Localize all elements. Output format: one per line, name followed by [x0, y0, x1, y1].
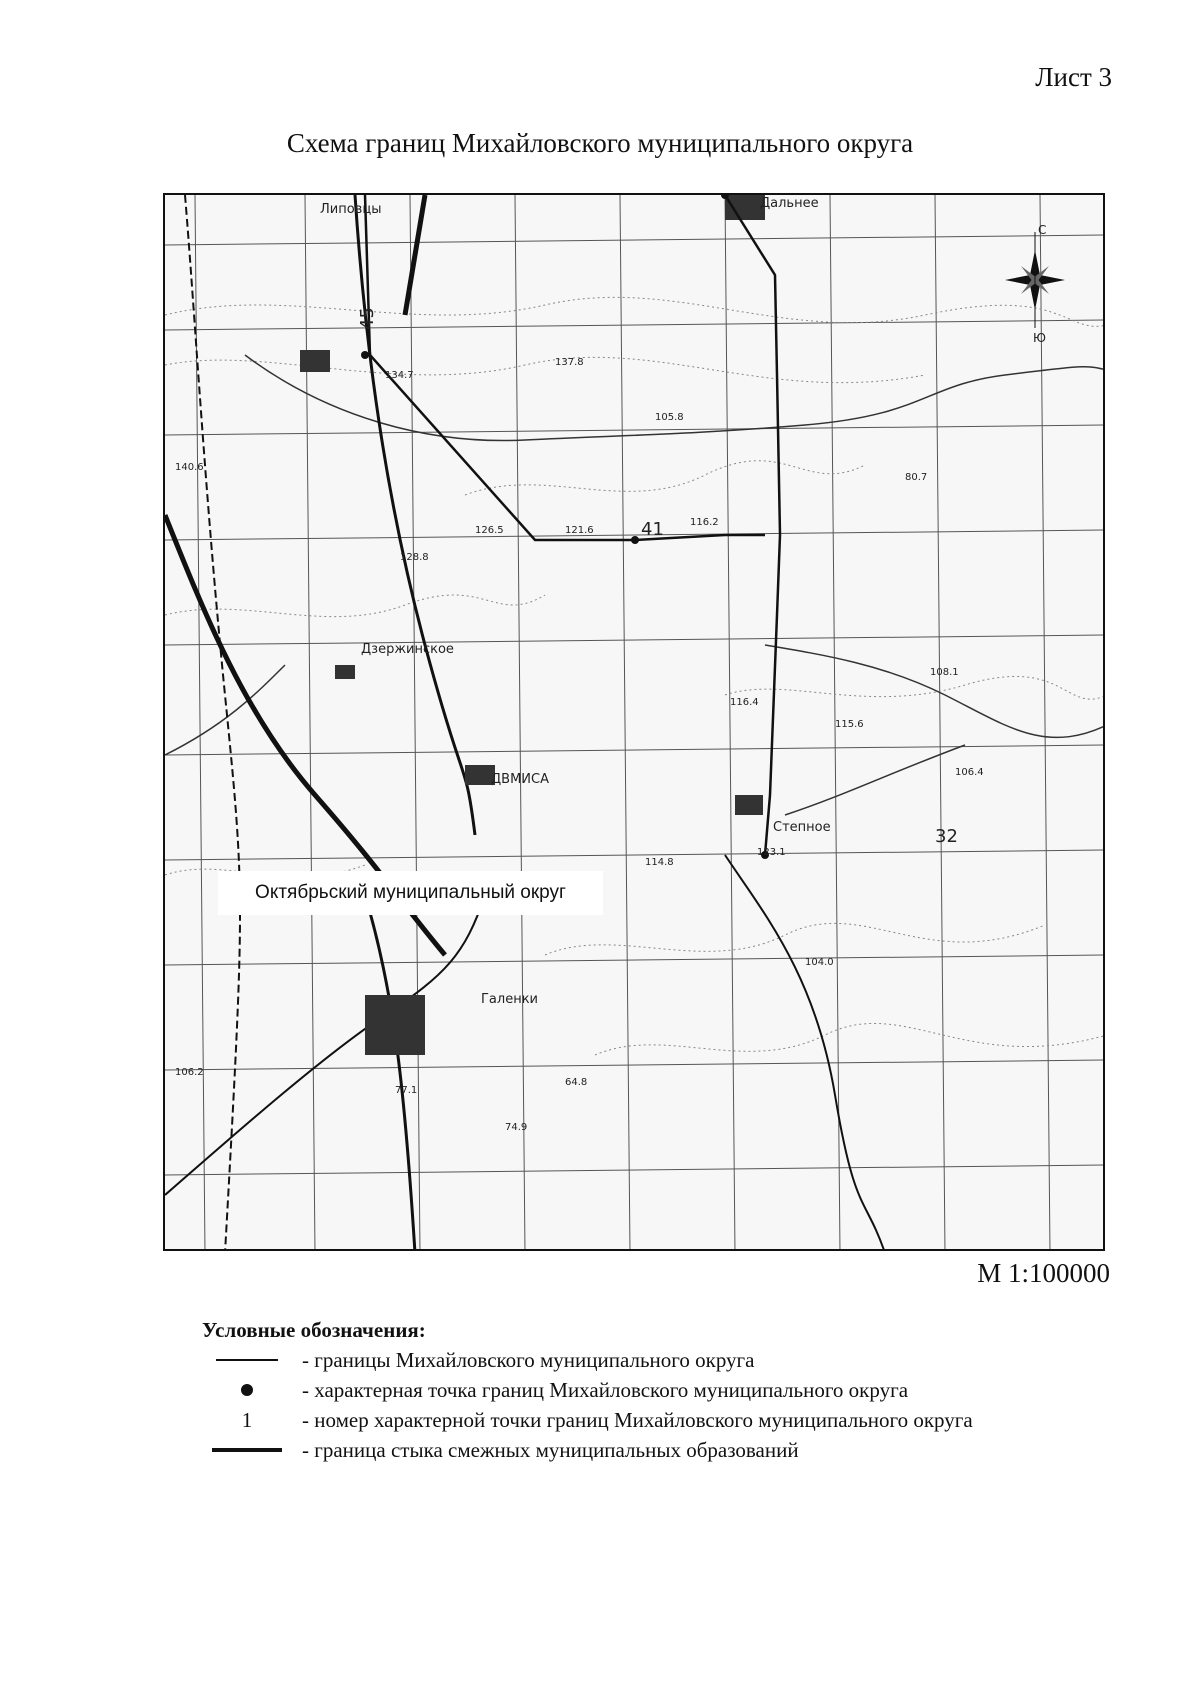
map-scale: М 1:100000 — [977, 1258, 1110, 1288]
point-number-45: 45 — [357, 307, 378, 330]
elevation-mark: 104.0 — [805, 957, 834, 968]
number-symbol: 1 — [241, 1407, 253, 1432]
place-galenki: Галенки — [481, 992, 539, 1007]
legend-item — [202, 1375, 1142, 1405]
junction-boundary-line — [165, 195, 445, 955]
map-frame[interactable] — [163, 193, 1105, 1251]
elevation-mark: 80.7 — [905, 472, 928, 483]
elevation-mark: 126.5 — [475, 525, 504, 536]
legend-item — [202, 1345, 1142, 1375]
place-dalnee: Дальнее — [760, 196, 819, 211]
place-dzerzhinskoe: Дзержинское — [361, 642, 454, 657]
sheet-label: Лист 3 — [1035, 62, 1112, 92]
elevation-marks — [175, 357, 984, 1133]
legend-item-label: - границы Михайловского муниципального округа — [302, 1347, 755, 1372]
elevation-mark: 106.2 — [175, 1067, 204, 1078]
thick-line-icon — [202, 1435, 292, 1465]
elevation-mark: 134.7 — [385, 370, 414, 381]
place-lipovtsy: Липовцы — [320, 202, 382, 217]
neighbor-district-label: Октябрьский муниципальный округ — [218, 871, 603, 915]
elevation-mark: 114.8 — [645, 857, 674, 868]
elevation-mark: 116.4 — [730, 697, 759, 708]
legend-item-label: - номер характерной точки границ Михайловского муниципального округа — [302, 1407, 973, 1432]
page-title: Схема границ Михайловского муниципального округа — [286, 128, 914, 158]
elevation-mark: 64.8 — [565, 1077, 588, 1088]
point-numbers — [357, 307, 958, 847]
dot-icon — [202, 1375, 292, 1405]
legend — [202, 1318, 1142, 1465]
elevation-mark: 108.1 — [930, 667, 959, 678]
compass-north-label: С — [1038, 223, 1047, 237]
elevation-mark: 121.6 — [565, 525, 594, 536]
point-number-32: 32 — [935, 826, 958, 847]
elevation-mark: 115.6 — [835, 719, 864, 730]
elevation-mark: 116.2 — [690, 517, 719, 528]
elevation-mark: 74.9 — [505, 1122, 528, 1133]
legend-item — [202, 1435, 1142, 1465]
topographic-map[interactable] — [165, 195, 1105, 1251]
legend-item-label: - граница стыка смежных муниципальных образований — [302, 1437, 799, 1462]
legend-item-label: - характерная точка границ Михайловского муниципального округа — [302, 1377, 909, 1402]
contour-lines — [165, 297, 1105, 1055]
legend-item — [202, 1405, 1142, 1435]
compass-rose-icon — [1005, 223, 1065, 345]
rivers — [165, 355, 1105, 815]
elevation-mark: 140.6 — [175, 462, 204, 473]
place-stepnoe: Степное — [773, 820, 831, 835]
elevation-mark: 123.1 — [757, 847, 786, 858]
thin-line-icon — [202, 1345, 292, 1375]
place-dvmisa: ДВМИСА — [491, 772, 549, 787]
elevation-mark: 105.8 — [655, 412, 684, 423]
elevation-mark: 137.8 — [555, 357, 584, 368]
compass-south-label: Ю — [1033, 331, 1046, 345]
elevation-mark: 77.1 — [395, 1085, 418, 1096]
legend-title: Условные обозначения: — [202, 1318, 426, 1342]
point-number-41: 41 — [641, 519, 664, 540]
elevation-mark: 128.8 — [400, 552, 429, 563]
elevation-mark: 106.4 — [955, 767, 984, 778]
